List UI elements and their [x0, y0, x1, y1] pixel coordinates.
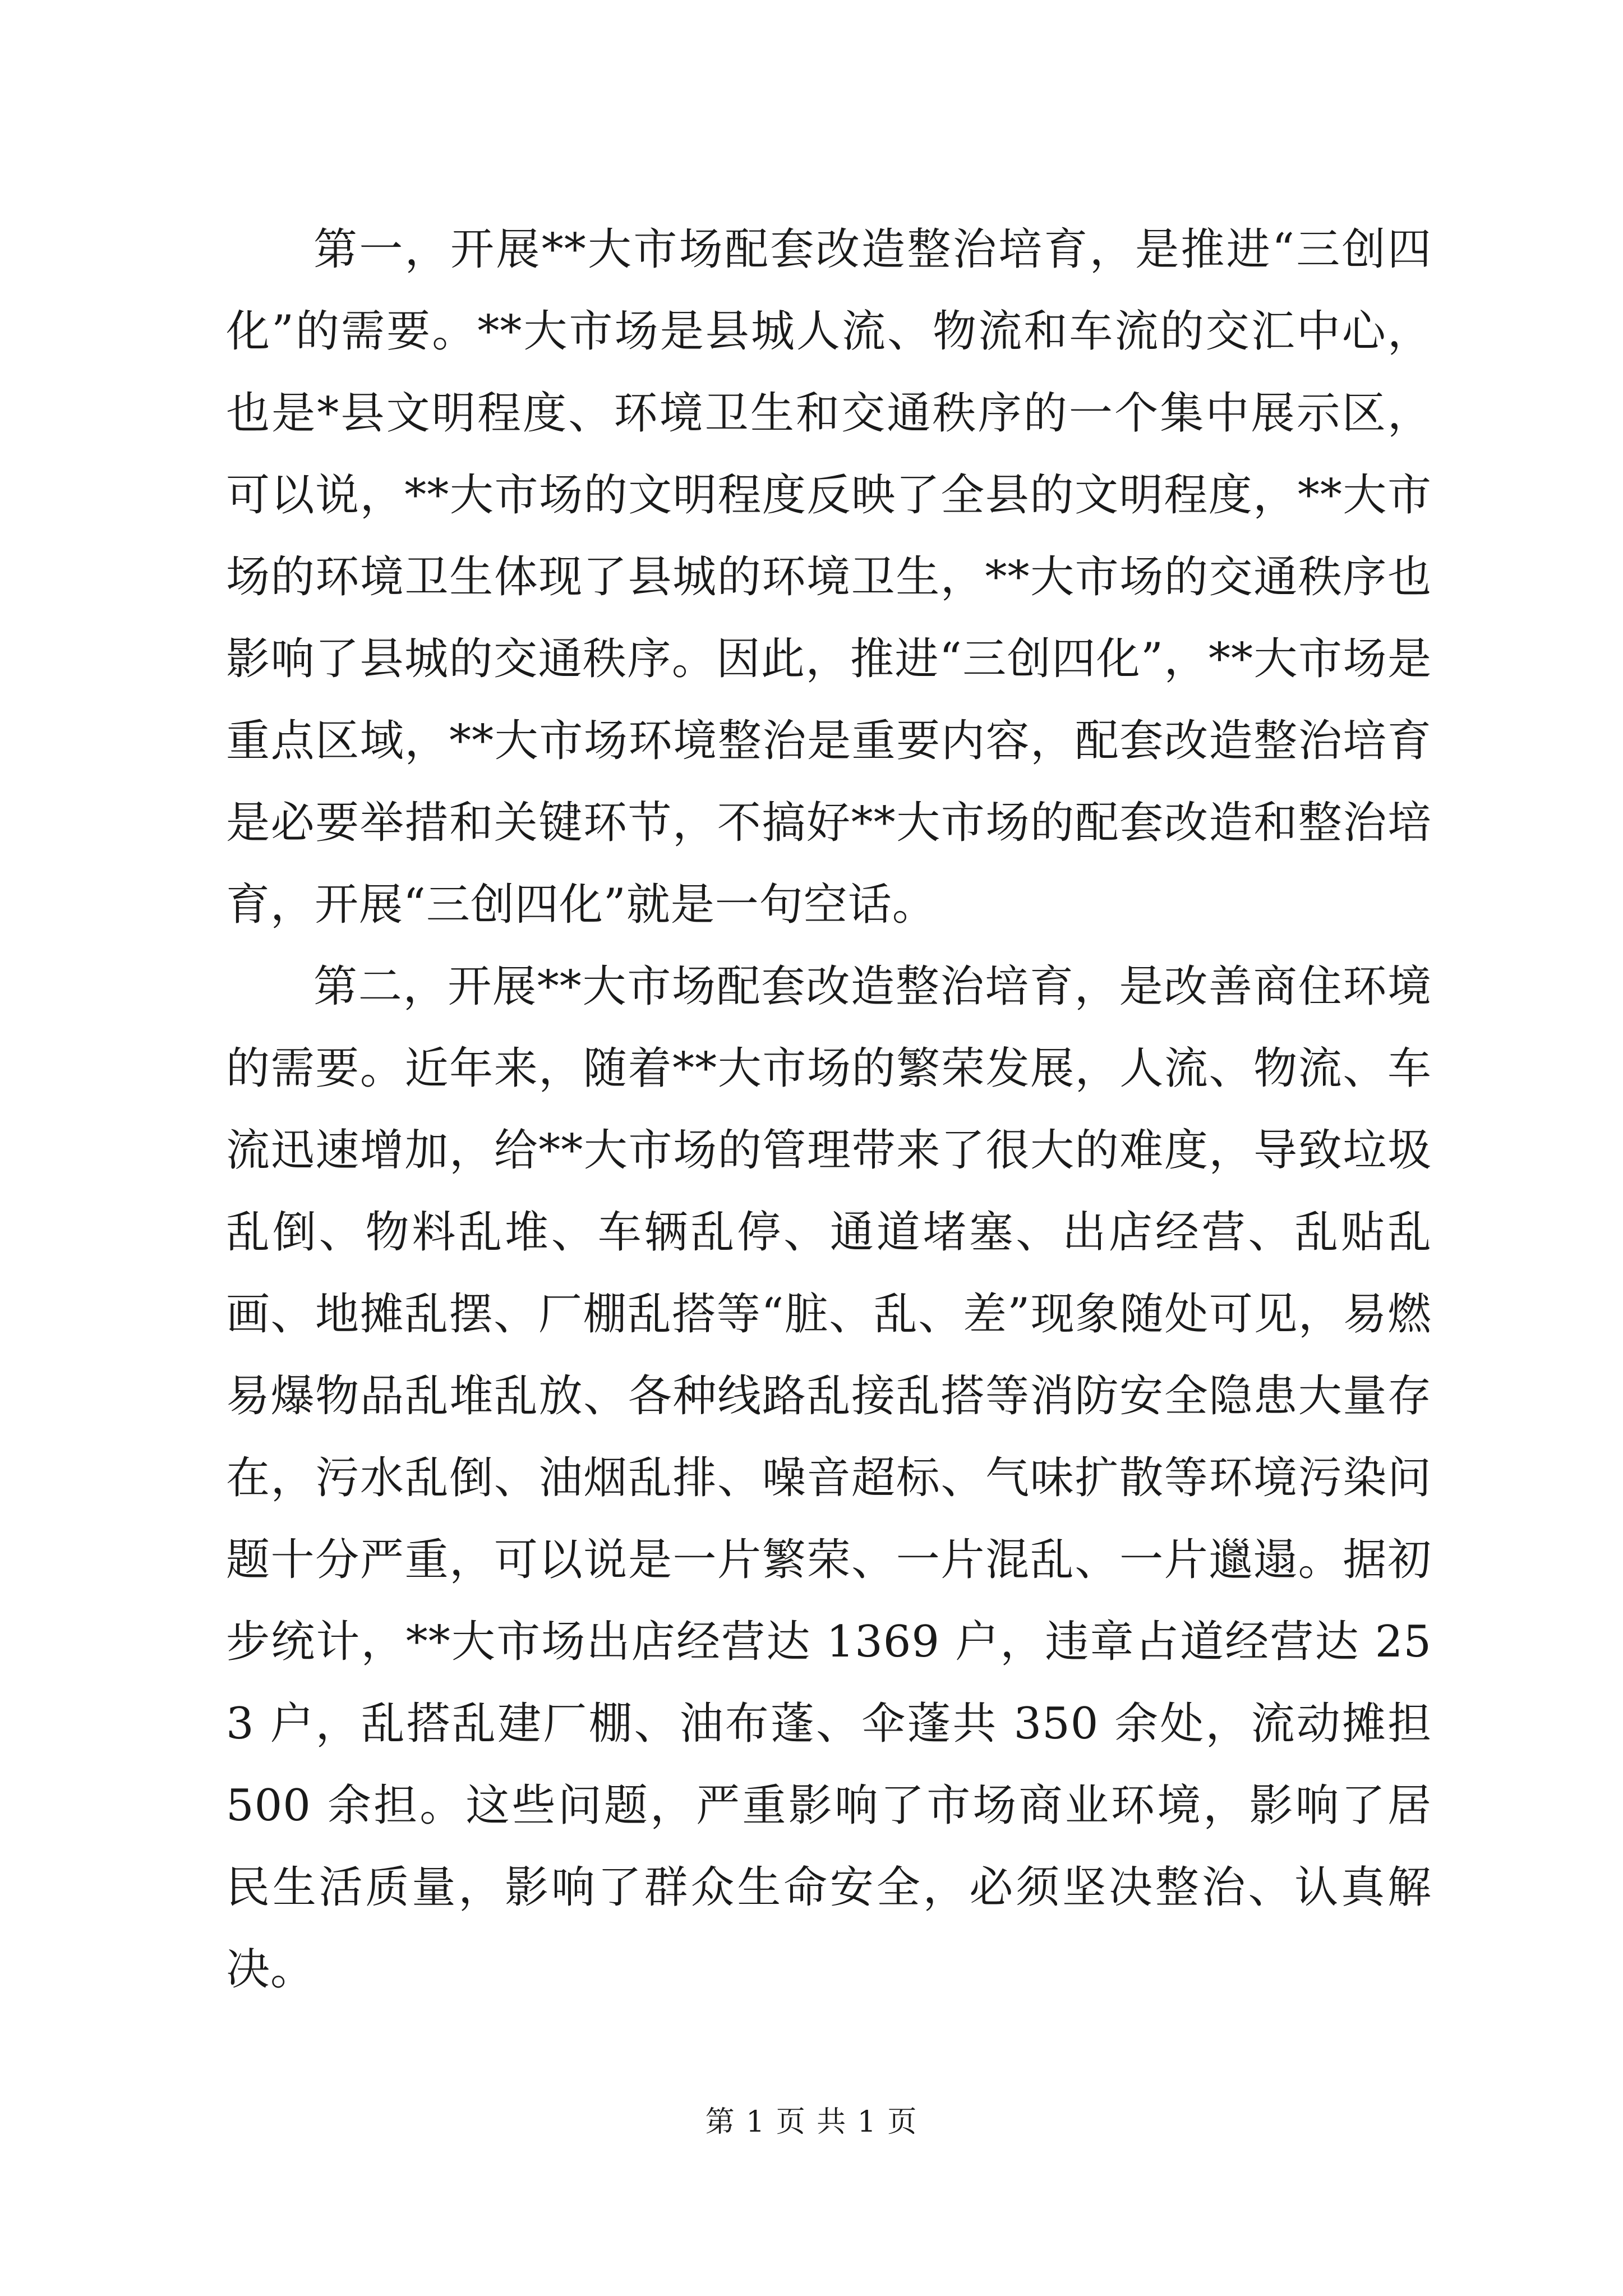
paragraph-second: 第二，开展**大市场配套改造整治培育，是改善商住环境的需要。近年来，随着**大市场的繁荣发展，人流、物流、车流迅速增加，给**大市场的管理带来了很大的难度，导致垃圾乱倒、物料乱堆、车辆乱停、通道堵塞、出店经营、乱贴乱画、地摊乱摆、厂棚乱搭等“脏、乱、差”现象随处可见，易燃易爆物品乱堆乱放、各种线路乱接乱搭等消防安全隐患大量存在，污水乱倒、油烟乱排、噪音超标、气味扩散等环境污染问题十分严重，可以说是一片繁荣、一片混乱、一片邋遢。据初步统计，**大市场出店经营达 1369 户，违章占道经营达 253 户，乱搭乱建厂棚、油布蓬、伞蓬共 350 余处，流动摊担 500 余担。这些问题，严重影响了市场商业环境，影响了居民生活质量，影响了群众生命安全，必须坚决整治、认真解决。 [226, 961, 1432, 1995]
document-body [226, 209, 1432, 2010]
paragraph-first: 第一，开展**大市场配套改造整治培育，是推进“三创四化”的需要。**大市场是县城人流、物流和车流的交汇中心，也是*县文明程度、环境卫生和交通秩序的一个集中展示区，可以说，**大市场的文明程度反映了全县的文明程度，**大市场的环境卫生体现了县城的环境卫生，**大市场的交通秩序也影响了县城的交通秩序。因此，推进“三创四化”，**大市场是重点区域，**大市场环境整治是重要内容，配套改造整治培育是必要举措和关键环节，不搞好**大市场的配套改造和整治培育，开展“三创四化”就是一句空话。 [226, 224, 1432, 930]
page-footer: 第 1 页 共 1 页 [705, 2105, 918, 2139]
